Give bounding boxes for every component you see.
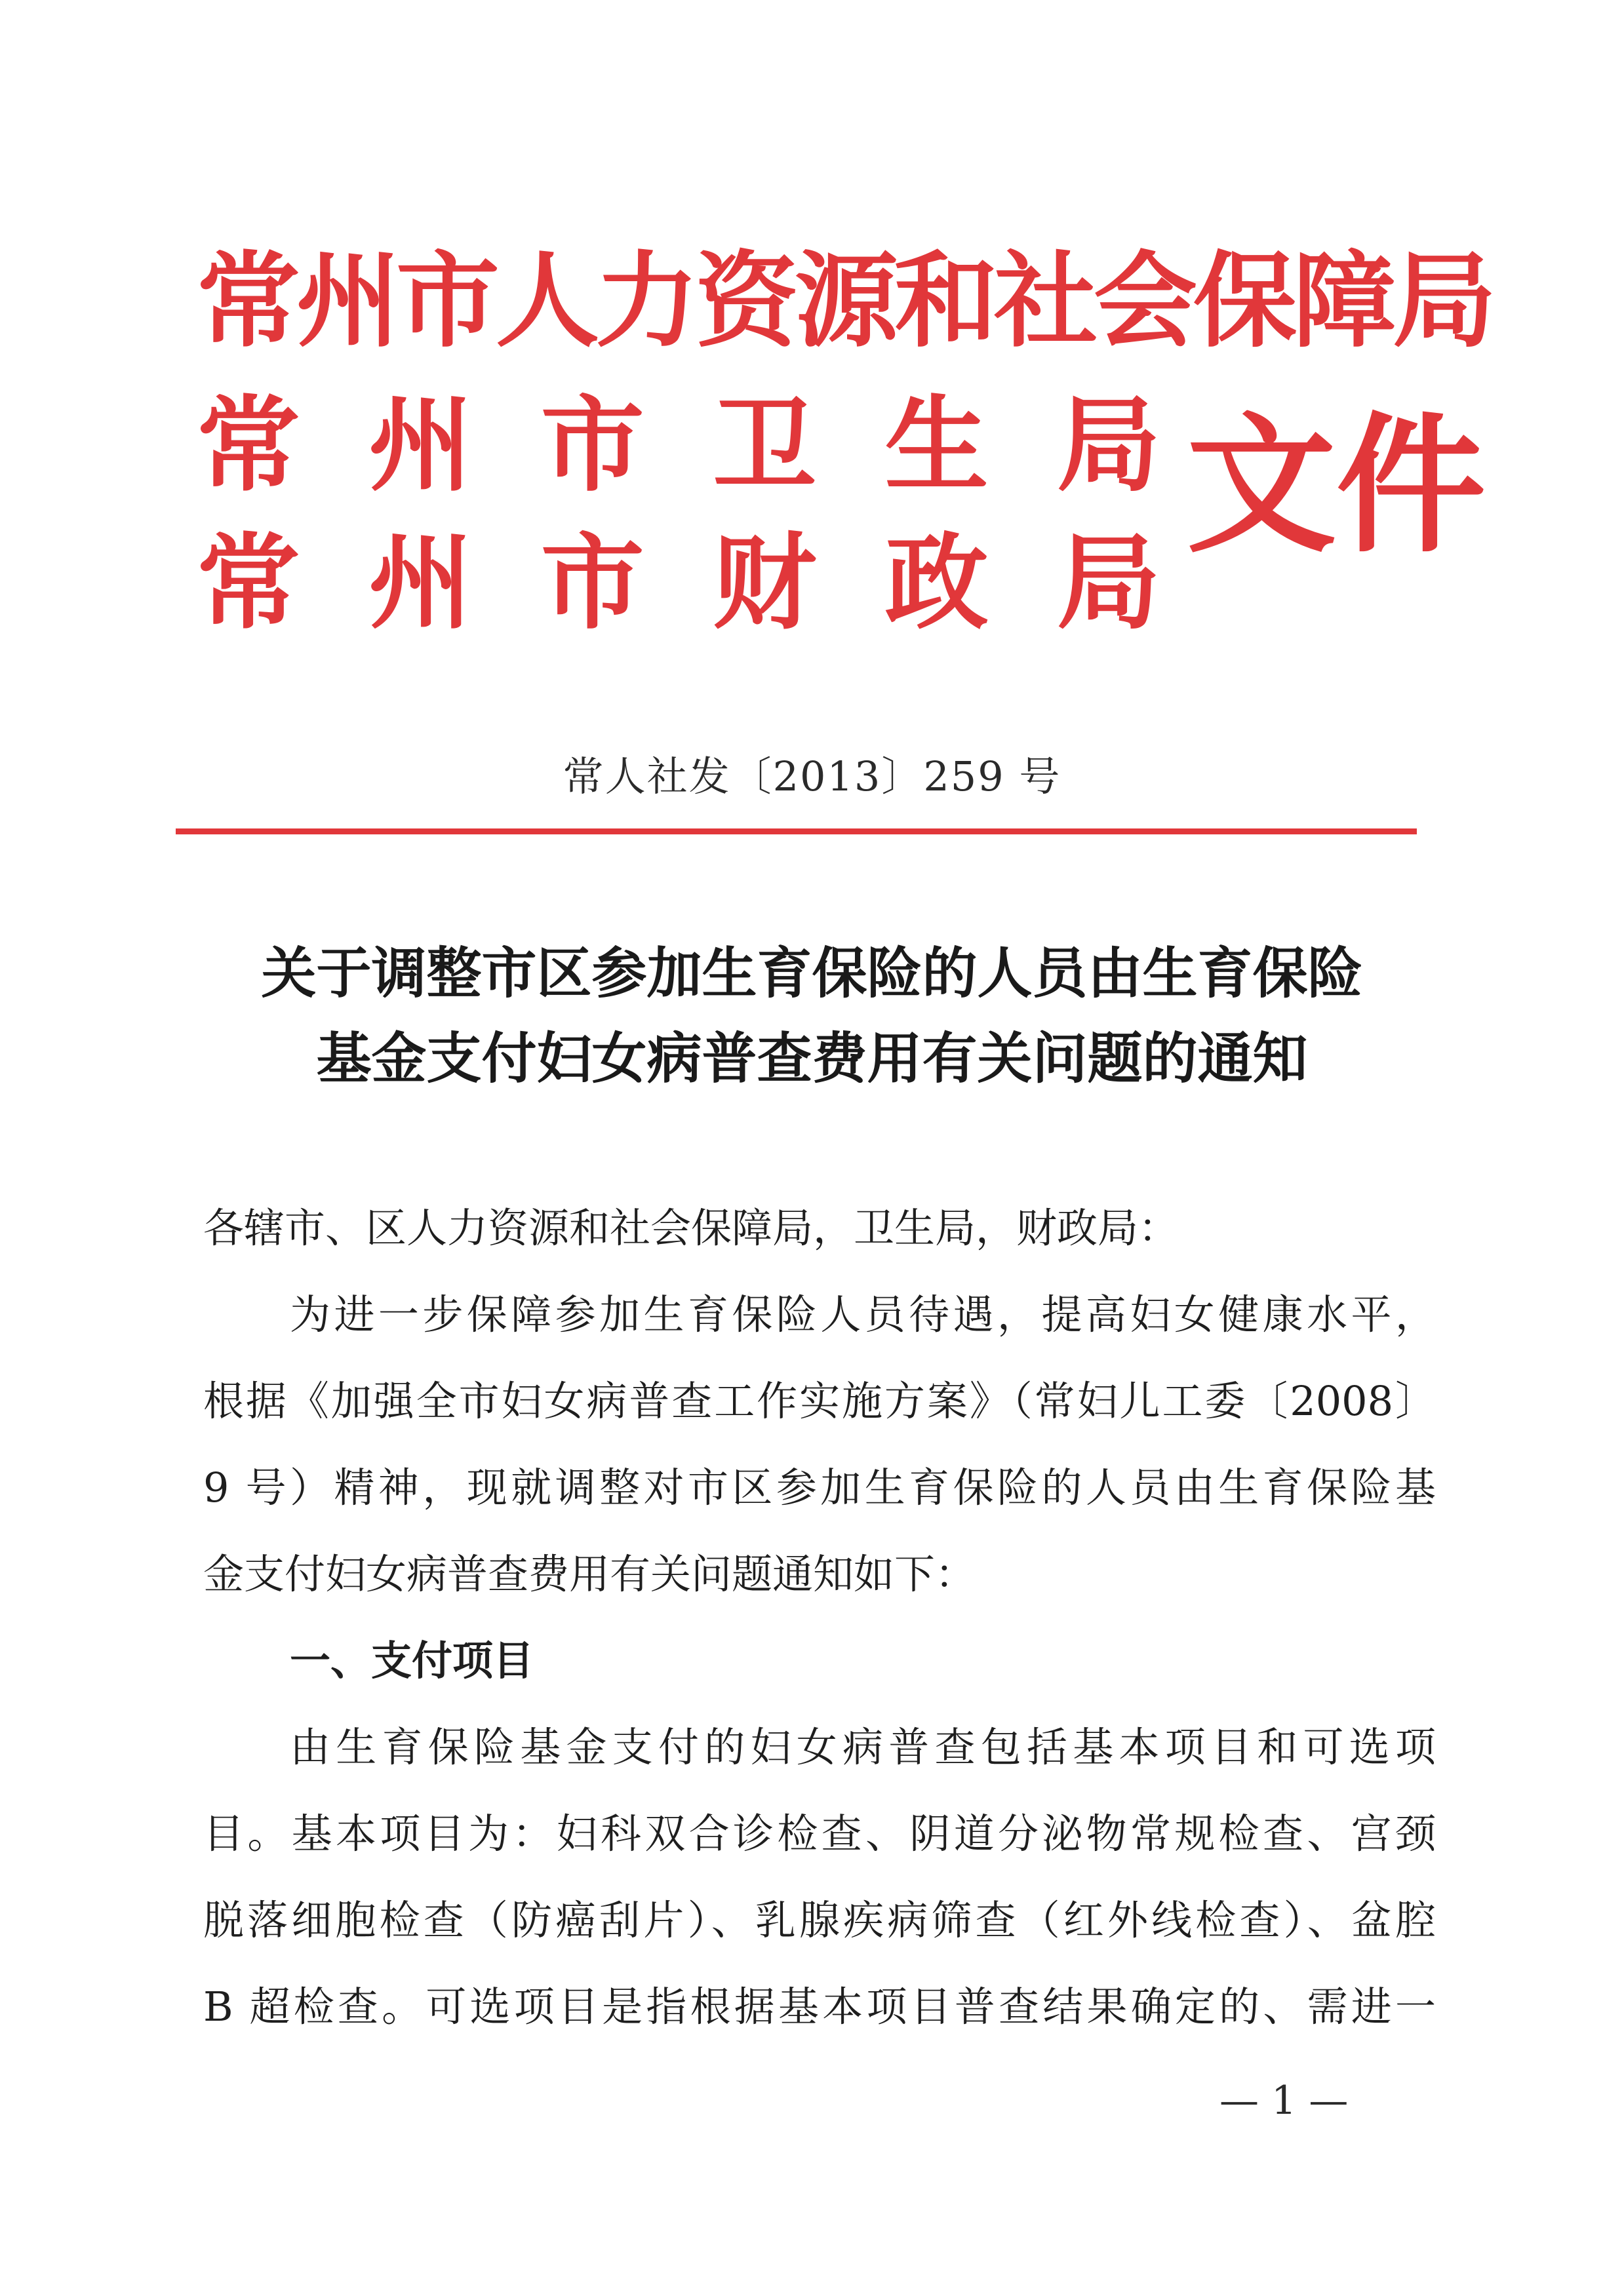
issuer-char: 常 [197, 385, 300, 506]
paragraph-2-line: B 超检查。可选项目是指根据基本项目普查结果确定的、需进一 [203, 1983, 1436, 2031]
issuer-finance-bureau [197, 515, 1160, 652]
issuer-char: 政 [884, 522, 989, 644]
issuer-health-bureau [197, 377, 1160, 515]
issuer-char: 市 [540, 522, 644, 644]
issuer-char: 财 [713, 522, 817, 644]
issuer-char: 局 [1056, 385, 1160, 506]
issuer-char: 州 [368, 385, 473, 506]
paragraph-2-line: 脱落细胞检查（防癌刮片）、乳腺疾病筛查（红外线检查）、盆腔 [203, 1896, 1436, 1944]
paragraph-2-line: 目。基本项目为：妇科双合诊检查、阴道分泌物常规检查、宫颈 [203, 1810, 1436, 1858]
document-body [203, 1185, 1436, 2050]
issuer-char: 州 [368, 522, 473, 644]
title-line-2: 基金支付妇女病普查费用有关问题的通知 [316, 1026, 1308, 1091]
document-number: 常人社发〔2013〕259 号 [563, 752, 1061, 800]
issuer-char: 卫 [713, 385, 817, 506]
letterhead [197, 233, 1492, 665]
issuer-hrss-bureau: 常州市人力资源和社会保障局 [197, 241, 1492, 362]
issuer-char: 常 [197, 522, 300, 644]
issuer-char: 生 [884, 385, 989, 506]
red-divider [176, 828, 1417, 834]
paragraph-1-line: 9 号）精神，现就调整对市区参加生育保险的人员由生育保险基 [203, 1464, 1436, 1511]
document-suffix: 文件 [1187, 397, 1486, 573]
title-line-1: 关于调整市区参加生育保险的人员由生育保险 [261, 941, 1363, 1005]
paragraph-1-line: 为进一步保障参加生育保险人员待遇，提高妇女健康水平， [290, 1291, 1436, 1338]
section-heading-1: 一、支付项目 [290, 1637, 534, 1684]
paragraph-1-line: 金支付妇女病普查费用有关问题通知如下： [203, 1550, 976, 1598]
issuer-char: 市 [540, 385, 644, 506]
page-number: — 1 — [1219, 2078, 1349, 2124]
paragraph-2-line: 由生育保险基金支付的妇女病普查包括基本项目和可选项 [290, 1723, 1436, 1771]
issuer-char: 局 [1056, 522, 1160, 644]
salutation: 各辖市、区人力资源和社会保障局，卫生局，财政局： [203, 1204, 1179, 1252]
paragraph-1-line: 根据《加强全市妇女病普查工作实施方案》（常妇儿工委〔2008〕 [203, 1377, 1436, 1425]
document-title [0, 931, 1624, 1101]
